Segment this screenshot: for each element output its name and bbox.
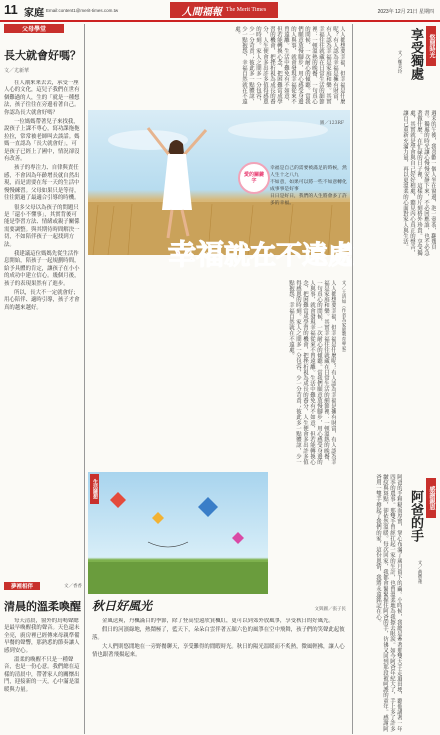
center-article-author: 文／王清如（作者為家庭教育專家）	[341, 280, 346, 356]
article-author: 文／香香	[64, 584, 82, 589]
article-body	[4, 80, 82, 440]
article-title: 秋日好風光	[92, 599, 153, 613]
upper-middle-text: 人人都想要幸福，但幸福是什麼呢？有人認為幸福是擁有財富，有人認為幸福是家庭和樂。其實幸福往往就藏在日常生活的細節裡：一頓溫熱的晚餐、一句真心的問候、一次耐心的傾聽。當我們願意放慢腳步，用心感受身邊的人與事，就會發現幸福從來不曾遠離。生活中難免有不如意，但若能轉換心念，把困難當成學習的機會，把挫折視為成長的養分，人生便會多出許多值得感恩的時刻。家人之間多一分包容，少一分苛責；彼此多一點體諒，少一點抱怨，幸福自然就在不遠處。	[234, 26, 345, 105]
photo-tag: 生活隨想	[90, 474, 99, 504]
paragraph: 我建議這位媽媽先從生活作息開始，陪孩子一起規劃時間，給予具體的肯定，讓孩子在小小的成功中建立信心。幾個月後，孩子的表現果然有了進步。	[4, 250, 80, 287]
logo-chinese: 人間福報	[181, 6, 222, 18]
column-divider	[84, 24, 85, 734]
paragraph: 一位媽媽帶著兒子來找我，說孩子上課不專心，寫功課拖拖拉拉，常常被老師叫去談話。媽媽一直認為「長大就會好」，可是孩子已經上了國中，情況卻沒有改善。	[4, 119, 80, 163]
article-title: 阿爸的手	[408, 490, 423, 542]
article-author: 文／尤新華	[4, 68, 30, 74]
logo-english: The Merit Times	[225, 7, 267, 13]
feature-headline	[168, 235, 358, 271]
section-tag-leisure: 悠閒時光	[426, 26, 436, 66]
keyword-badge-label: 愛的關鍵字	[243, 172, 264, 184]
section-name: 家庭	[24, 8, 44, 19]
masthead-logo	[170, 2, 278, 18]
paragraph: 溫柔的喚醒不只是一種聲音，也是一份心意。我們總在這樣的清晨中，帶著家人的關懷出門，迎接新的一天，心中滿是溫暖與力量。	[4, 657, 80, 693]
paragraph: 孩子的專注力、自律與責任感，不會因為年齡增長就自然出現，而是需要在每一天的生活中慢慢練習。父母如果只是等待，往往錯過了最適合引導的時機。	[4, 165, 80, 202]
kites-illustration	[88, 472, 268, 594]
paragraph: 假日的河濱綠地，熱鬧極了，藍天下，朵朵白雲伴著五顏六色的風箏在空中飛舞，孩子們的笑聲此起彼落。	[92, 627, 345, 641]
article-author: 文與圖／張子民	[314, 607, 346, 612]
paragraph: 在人潮來來去去，承受一座人心的文化，這兒子我們在世有個難過的人，生的「就是一種想法，孩子往往在旁邊看著自己。你認為長大就會好嗎？	[4, 80, 80, 116]
center-article-body: 人人都想要幸福，但幸福是什麼呢？有人認為幸福是擁有財富，有人認為幸福是家庭和樂。其實幸福往往就藏在日常生活的細節裡：一頓溫熱的晚餐、一句真心的問候、一次耐心的傾聽。當我們願意放慢腳步，用心感受身邊的人與事，就會發現幸福從來不曾遠離。生活中難免有不如意，但若能轉換心念，把困難當成學習的機會，把挫折視為成長的養分，人生便會多出許多值得感恩的時刻。家人之間多一分包容，少一分苛責；彼此多一點體諒，少一點抱怨，幸福自然就在不遠處。	[288, 280, 336, 465]
lower-left-section	[4, 582, 82, 732]
article-body	[4, 618, 82, 718]
photo-credit: 圖／123RF	[319, 121, 344, 126]
left-column	[4, 24, 82, 474]
paragraph: 很多父母以為孩子的問題只是「還小不懂事」，其實背後可能是學習方法、情緒或親子關係需要調整。與其期待時間解決一切，不如陪伴孩子一起找到方法。	[4, 204, 80, 248]
keyword-badge	[238, 162, 270, 194]
section-tag-parenting	[4, 24, 64, 33]
page-number: 11	[4, 2, 18, 17]
header-email: Email:content1@merit-times.com.tw	[46, 8, 119, 13]
paragraph: 大人們則悠閒地在一旁野餐聊天，享受難得的閒暇時光。秋日的陽光溫暖而不炙熱，微風輕拂，讓人心情也跟著飛揚起來。	[92, 644, 345, 658]
paragraph: 所以，長大不一定就會好；用心陪伴、適時引導，孩子才會真的越來越好。	[4, 289, 80, 311]
header-rule	[0, 20, 440, 22]
headline-part1: 幸福	[168, 238, 225, 271]
article-author: 文／黃寶蓮	[417, 560, 422, 584]
section-tag-label: 父母學堂	[21, 26, 46, 33]
section-tag-gratitude: 感謝親恩	[426, 478, 436, 518]
paragraph: 每天清晨，窗外的鳥鳴聲總是最早喚醒我的聲音。天色還未全亮，廚房裡已經傳來母親準備早餐的聲響，那熟悉的節奏讓人感到安心。	[4, 618, 80, 654]
section-tag-dream	[4, 582, 40, 590]
article-title: 享受獨處	[408, 28, 423, 80]
right-bottom-body: 阿爸的手粗糙而厚實，掌心布滿了歲月留下的繭。小時候，我總是牽著那雙大手走過田埂，聽他講著一年四季的農事。那雙手曾經扛起一家的生計，也曾溫柔地為我擦去眼淚。如今阿爸年紀大了，手上多了許多皺紋與斑點，卻依然溫暖。每次回家，我都會緊緊握住阿爸的手，彷彿又回到那段被呵護的童年。感謝阿爸用一雙手撐起了我們的家，這份恩情，我將永遠銘記在心。	[375, 474, 402, 732]
intro-line: 不如意，如果可以將一些不如意轉化成事事是好事	[270, 180, 347, 192]
article-body: 週末的午後，我喜歡一個人坐在窗邊，泡一壺茶，翻幾頁書。獨處的時光讓心慢慢安靜下來，不必回應誰，也不必急著做什麼。在忙碌的日子裡，這樣的片刻格外珍貴。享受獨處，其實就是學會與自己好好相處，聽見內心真正的聲音，讓自己重新充滿力量，再以更溫柔的心面對家人與生活。	[402, 110, 436, 256]
section-tag-label: 夢裡相伴	[10, 584, 33, 590]
feature-intro	[270, 165, 348, 207]
paragraph: 金風送爽，丹楓滿目的季節，除了登高望遠欣賞楓紅，更可以到郊外放風箏，享受秋日的好風光。	[102, 618, 334, 624]
article-title: 清晨的溫柔喚醒	[4, 600, 81, 613]
headline-part2: 就在不遠處	[224, 240, 355, 271]
article-title: 長大就會好嗎？	[4, 49, 81, 62]
kite-photo	[88, 472, 268, 594]
page-header	[0, 0, 440, 22]
intro-line: 日日是好日，我們的人生將會多了許多的幸福。	[270, 194, 347, 206]
article-author: 文／鄭美玲	[397, 50, 402, 74]
intro-line: 幸福是自己的需要被滿足的時候，然人生十之八九	[270, 166, 347, 178]
issue-date: 2023年 12月 21日 星期四	[377, 9, 434, 15]
